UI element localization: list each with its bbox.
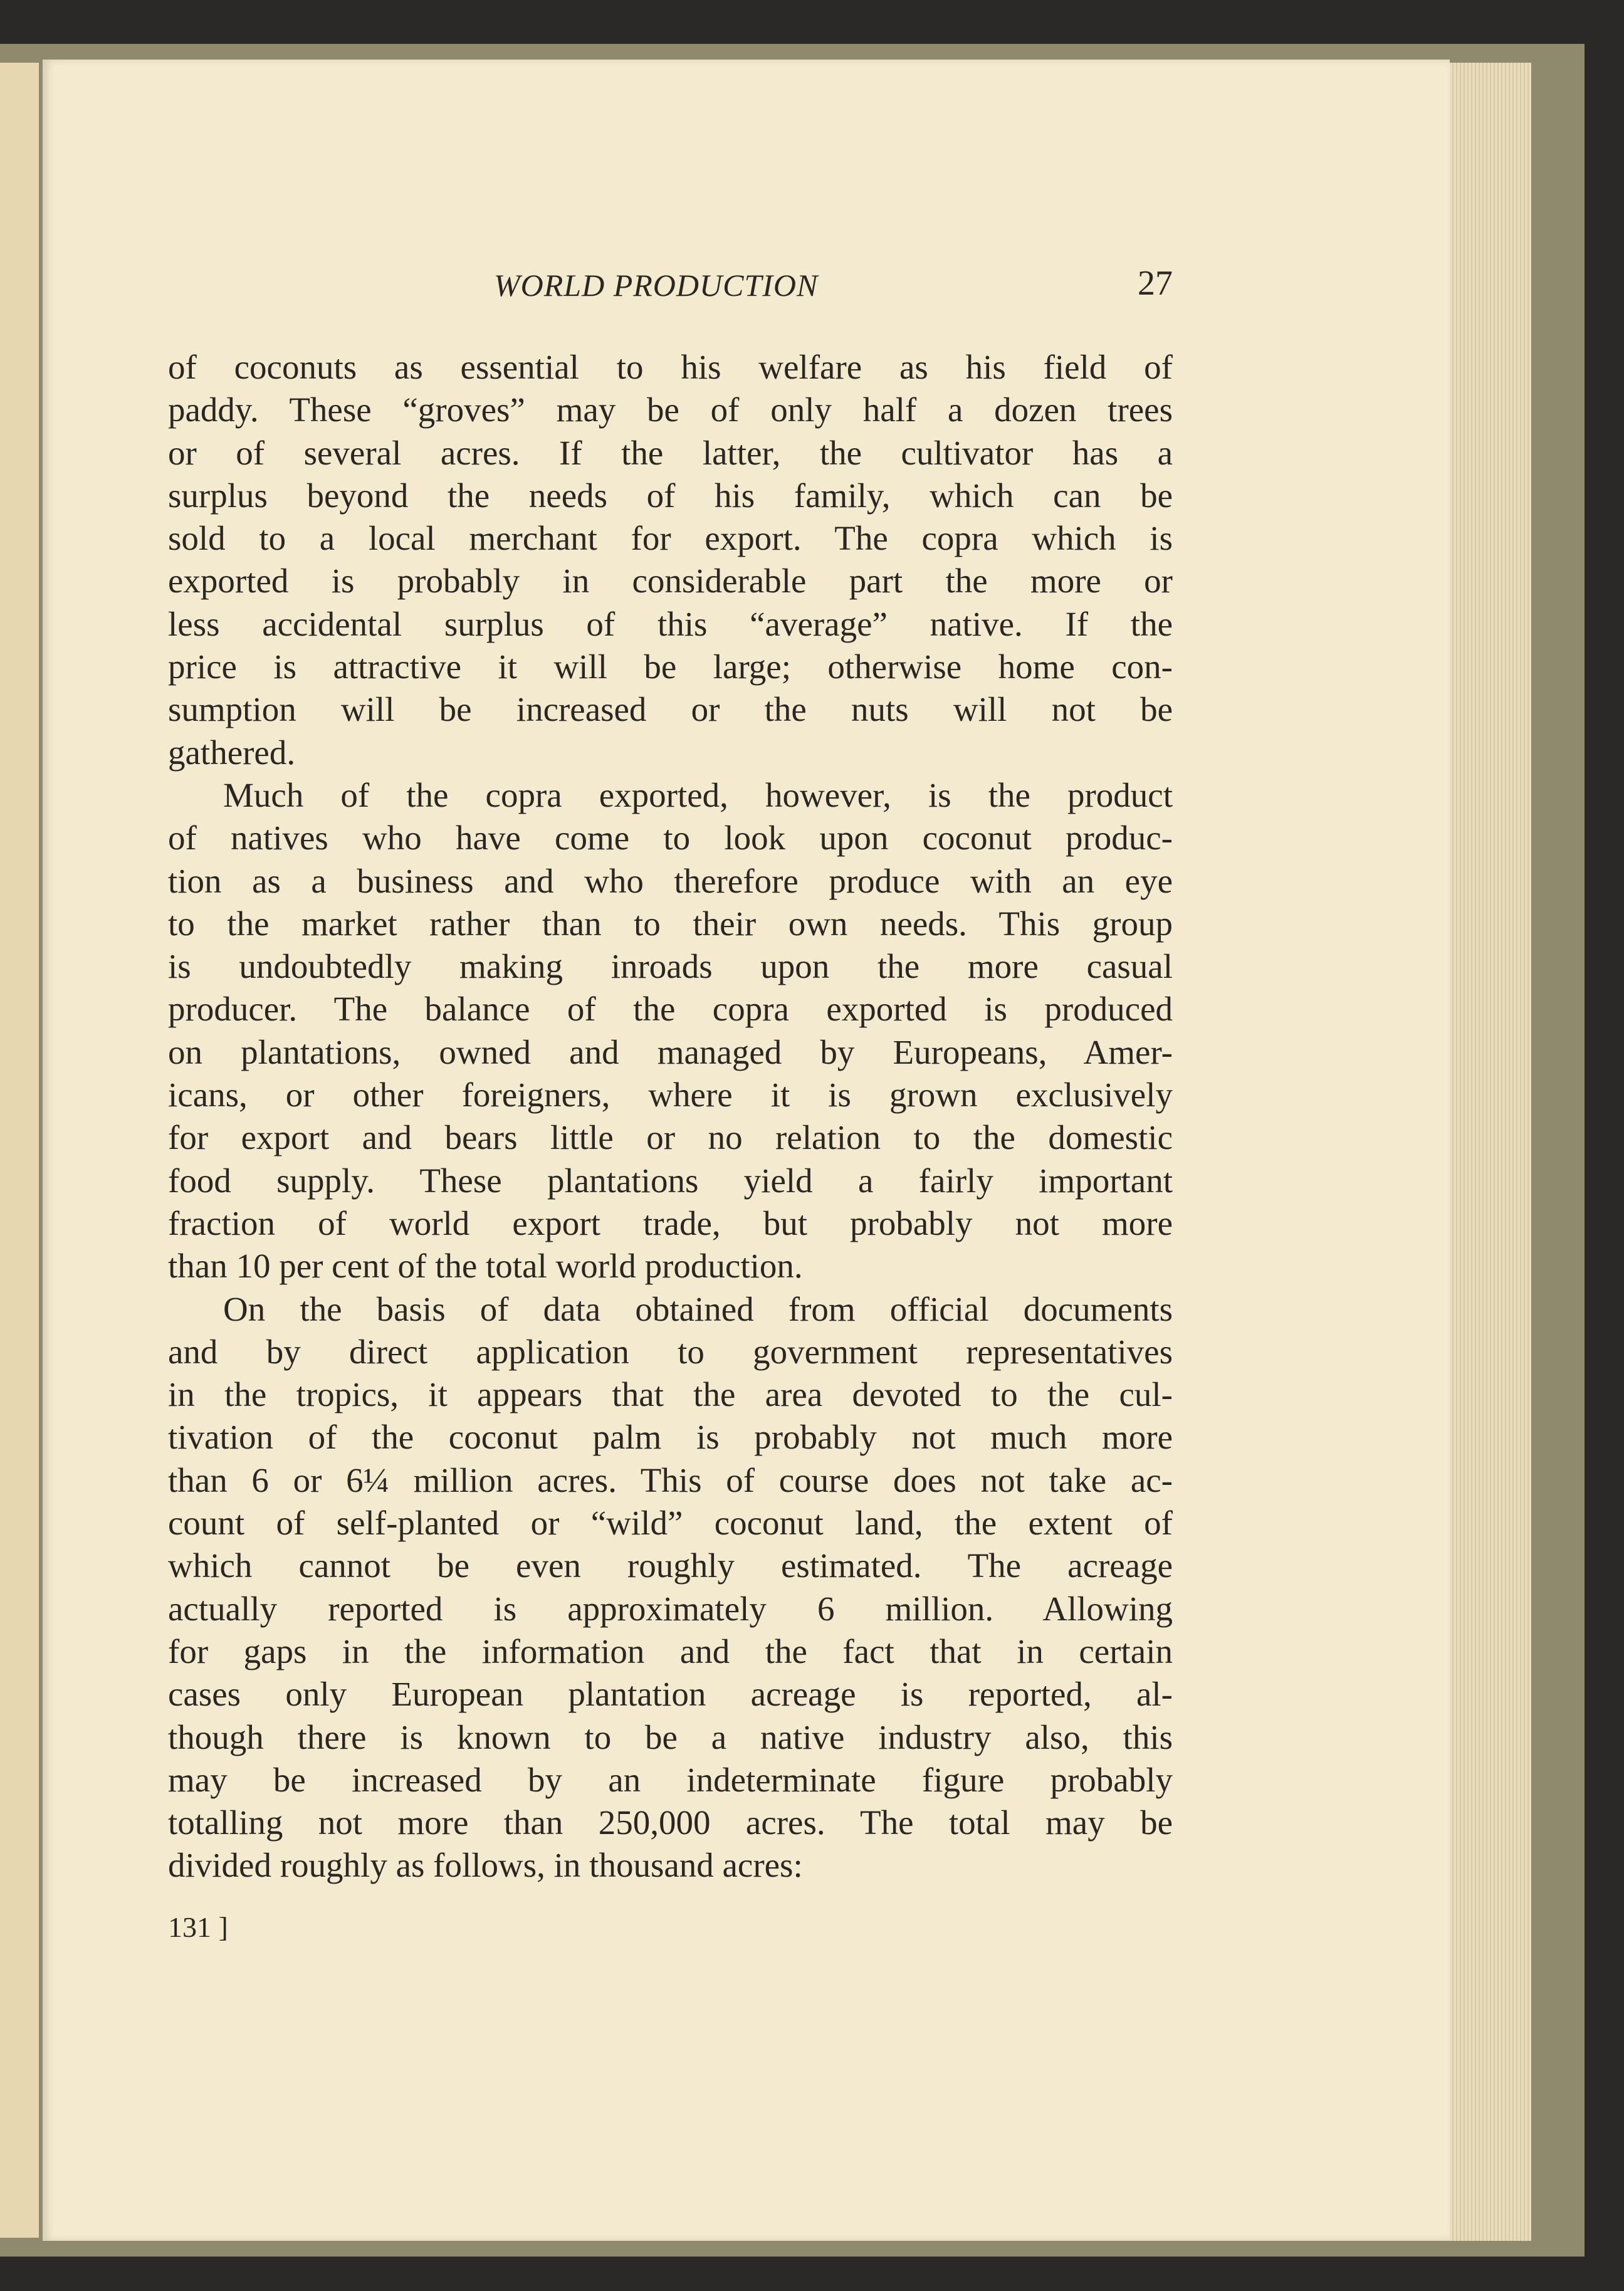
text-line: sold to a local merchant for export. The copra which is — [168, 519, 1173, 558]
text-line: for gaps in the information and the fact that in certain — [168, 1632, 1173, 1670]
text-line: paddy. These “groves” may be of only half a dozen trees — [168, 391, 1173, 429]
text-line: of natives who have come to look upon coconut produc- — [168, 819, 1173, 857]
text-line: less accidental surplus of this “average” native. If the — [168, 604, 1173, 643]
text-line: tivation of the coconut palm is probably not much more — [168, 1418, 1173, 1457]
text-line: though there is known to be a native industry also, this — [168, 1717, 1173, 1756]
body-text — [168, 346, 1173, 1887]
text-line: exported is probably in considerable part the more or — [168, 562, 1173, 600]
text-line: sumption will be increased or the nuts will not be — [168, 690, 1173, 729]
text-line: surplus beyond the needs of his family, which can be — [168, 476, 1173, 515]
text-line: actually reported is approximately 6 million. Allowing — [168, 1589, 1173, 1628]
text-line: food supply. These plantations yield a fairly important — [168, 1161, 1173, 1200]
text-line: for export and bears little or no relation to the domestic — [168, 1118, 1173, 1157]
page-header — [168, 263, 1173, 307]
text-line: gathered. — [168, 733, 296, 772]
text-line: count of self-planted or “wild” coconut land, the extent of — [168, 1504, 1173, 1543]
text-line: to the market rather than to their own needs. This group — [168, 904, 1173, 943]
text-line: cases only European plantation acreage is reported, al- — [168, 1675, 1173, 1714]
text-line: totalling not more than 250,000 acres. The total may be — [168, 1803, 1173, 1842]
page-number: 27 — [1138, 264, 1173, 303]
text-line: and by direct application to government representatives — [168, 1332, 1173, 1371]
text-line: On the basis of data obtained from official documents — [223, 1289, 1173, 1328]
text-line: tion as a business and who therefore produce with an eye — [168, 861, 1173, 900]
page-edges — [1450, 63, 1531, 2241]
text-line: producer. The balance of the copra exported is produced — [168, 990, 1173, 1029]
text-line: is undoubtedly making inroads upon the more casual — [168, 947, 1173, 986]
text-line: which cannot be even roughly estimated. The acreage — [168, 1546, 1173, 1585]
text-line: divided roughly as follows, in thousand acres: — [168, 1846, 803, 1885]
text-line: icans, or other foreigners, where it is grown exclusively — [168, 1076, 1173, 1114]
text-line: may be increased by an indeterminate figure probably — [168, 1760, 1173, 1799]
text-line: Much of the copra exported, however, is the product — [223, 775, 1173, 814]
text-line: fraction of world export trade, but probably not more — [168, 1203, 1173, 1242]
running-title: WORLD PRODUCTION — [494, 268, 819, 303]
text-line: than 6 or 6¼ million acres. This of course does not take ac- — [168, 1460, 1173, 1499]
text-line: than 10 per cent of the total world production. — [168, 1247, 803, 1286]
text-line: of coconuts as essential to his welfare as his field of — [168, 348, 1173, 386]
text-line: on plantations, owned and managed by Europeans, Amer- — [168, 1032, 1173, 1071]
text-line: in the tropics, it appears that the area devoted to the cul- — [168, 1375, 1173, 1414]
text-line: price is attractive it will be large; otherwise home con- — [168, 647, 1173, 686]
left-page-edge — [0, 63, 39, 2238]
text-line: or of several acres. If the latter, the cultivator has a — [168, 433, 1173, 472]
signature-mark: 131 ] — [168, 1911, 228, 1943]
